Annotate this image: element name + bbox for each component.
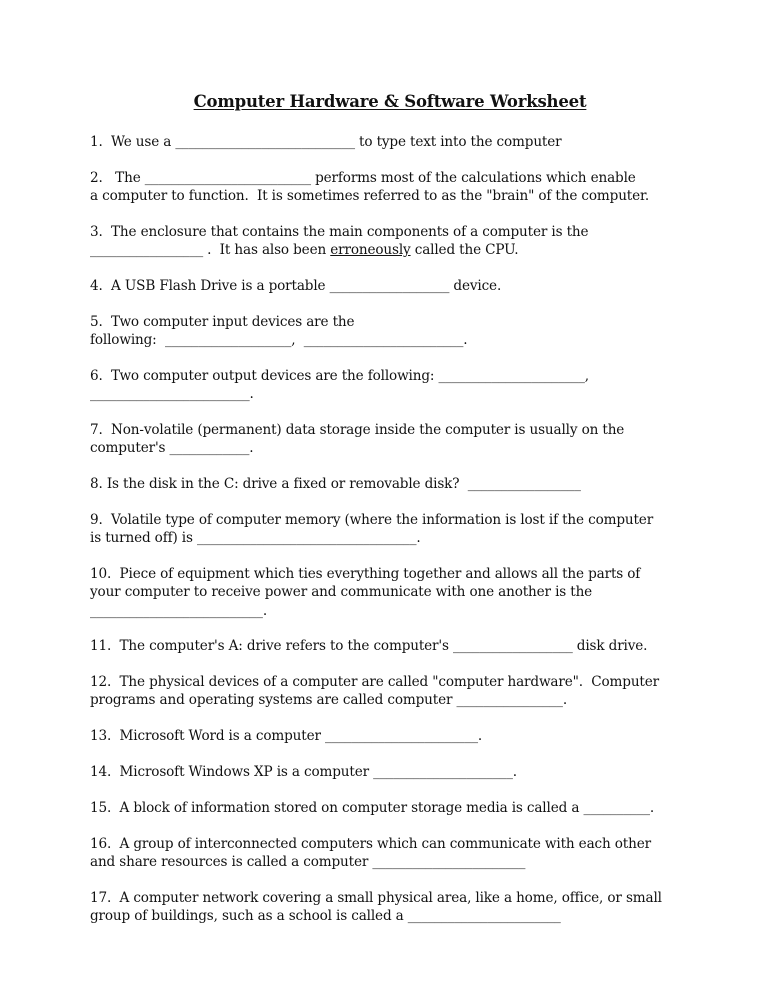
question-12-line-1: 12. The physical devices of a computer are called "computer hardware". Computer: [90, 674, 659, 691]
question-14: [90, 763, 690, 781]
question-10-line-1: 10. Piece of equipment which ties everything together and allows all the parts of: [90, 565, 641, 582]
question-3-line-1: 3. The enclosure that contains the main components of a computer is the: [90, 223, 589, 240]
question-5: [90, 313, 690, 350]
question-3-line-2: [90, 241, 690, 259]
question-9: [90, 511, 690, 548]
question-2-line-1: 2. The _________________________ performs most of the calculations which enable: [90, 169, 636, 186]
question-9-line-2: is turned off) is _________________________________.: [90, 530, 421, 547]
question-10-line-3: __________________________.: [90, 602, 267, 619]
question-5-line-2: following: ___________________, ________________________.: [90, 332, 468, 349]
question-5-line-1: 5. Two computer input devices are the: [90, 313, 355, 330]
worksheet-title: Computer Hardware & Software Worksheet: [193, 92, 587, 111]
question-2-line-2: a computer to function. It is sometimes referred to as the "brain" of the computer.: [90, 188, 650, 205]
question-17: [90, 889, 690, 926]
question-13-line-1: 13. Microsoft Word is a computer _______________________.: [90, 728, 483, 745]
underlined-word-erroneously: erroneously: [330, 242, 411, 259]
question-17-line-1: 17. A computer network covering a small physical area, like a home, office, or small: [90, 889, 662, 906]
question-9-line-1: 9. Volatile type of computer memory (where the information is lost if the computer: [90, 511, 654, 528]
question-4: [90, 277, 690, 295]
question-4-line-1: 4. A USB Flash Drive is a portable __________________ device.: [90, 277, 502, 294]
question-10: [90, 565, 690, 620]
question-10-line-2: your computer to receive power and communicate with one another is the: [90, 584, 593, 601]
question-16-line-2: and share resources is called a computer _______________________: [90, 853, 526, 870]
question-1-line-1: 1. We use a ___________________________ to type text into the computer: [90, 134, 562, 150]
question-11-line-1: 11. The computer's A: drive refers to the computer's __________________ disk drive.: [90, 638, 648, 655]
question-7: [90, 421, 690, 458]
question-14-line-1: 14. Microsoft Windows XP is a computer _____________________.: [90, 764, 517, 781]
worksheet-page: [90, 92, 690, 925]
question-16-line-1: 16. A group of interconnected computers which can communicate with each other: [90, 835, 651, 852]
question-6-line-1: 6. Two computer output devices are the following: ______________________,: [90, 367, 589, 384]
question-12: [90, 673, 690, 710]
question-3: [90, 223, 690, 260]
question-7-line-1: 7. Non-volatile (permanent) data storage inside the computer is usually on the: [90, 421, 625, 438]
question-6: [90, 367, 690, 404]
question-8: [90, 475, 690, 493]
question-7-line-2: computer's ____________.: [90, 440, 254, 457]
question-2: [90, 169, 690, 206]
question-3-line-2-a: _________________ . It has also been: [90, 242, 331, 259]
question-1: [90, 133, 690, 151]
question-13: [90, 727, 690, 745]
question-12-line-2: programs and operating systems are called computer ________________.: [90, 692, 567, 709]
question-15-line-1: 15. A block of information stored on computer storage media is called a __________.: [90, 799, 655, 816]
question-6-line-2: ________________________.: [90, 386, 254, 403]
question-8-line-1: 8. Is the disk in the C: drive a fixed or removable disk? _________________: [90, 476, 581, 493]
question-17-line-2: group of buildings, such as a school is called a _______________________: [90, 908, 561, 925]
question-16: [90, 835, 690, 872]
question-15: [90, 799, 690, 817]
question-11: [90, 637, 690, 655]
question-3-line-2-b: called the CPU.: [410, 242, 519, 259]
